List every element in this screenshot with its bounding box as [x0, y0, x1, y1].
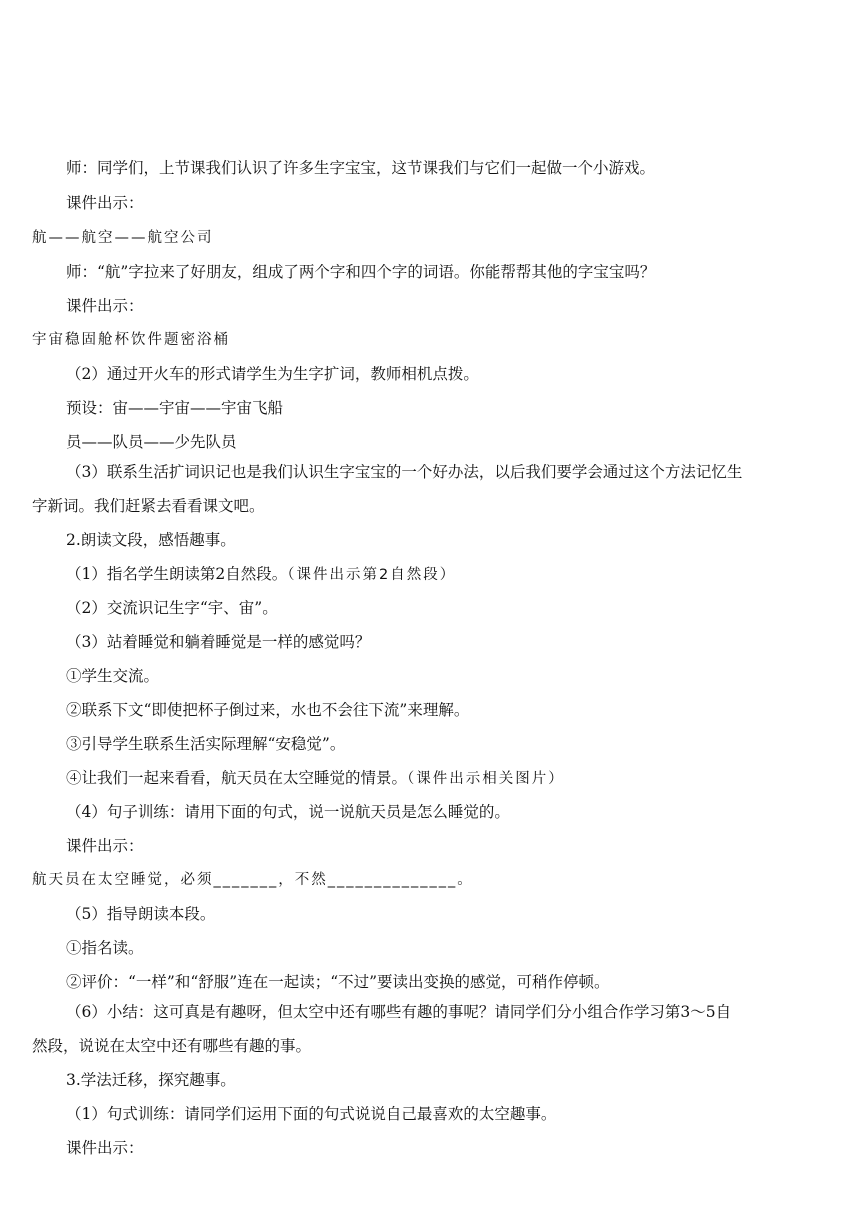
paragraph-sentence-training: （4）句子训练：请用下面的句式，说一说航天员是怎么睡觉的。 — [66, 803, 510, 821]
paragraph-courseware-2: 课件出示： — [66, 297, 144, 315]
courseware-note-images: （课件出示相关图片） — [407, 771, 565, 787]
paragraph-summary-line2: 然段，说说在太空中还有哪些有趣的事。 — [32, 1037, 312, 1055]
paragraph-step-3-line2: 字新词。我们赶紧去看看课文吧。 — [32, 497, 265, 515]
paragraph-item-4-text: ④让我们一起来看看，航天员在太空睡觉的情景。 — [66, 769, 408, 787]
courseware-note: （课件出示第2自然段） — [287, 567, 457, 583]
paragraph-exchange: （2）交流识记生字“宇、宙”。 — [66, 599, 278, 617]
paragraph-character-list: 宇宙稳固舱杯饮件题密浴桶 — [32, 332, 230, 348]
paragraph-preset: 预设：宙——宇宙——宇宙飞船 — [66, 399, 284, 417]
paragraph-teacher-intro: 师：同学们，上节课我们认识了许多生字宝宝，这节课我们与它们一起做一个小游戏。 — [66, 159, 656, 177]
paragraph-sentence-practice: （1）句式训练：请同学们运用下面的句式说说自己最喜欢的太空趣事。 — [66, 1105, 557, 1123]
paragraph-hang-example: 航——航空——航空公司 — [32, 230, 214, 246]
paragraph-question: （3）站着睡觉和躺着睡觉是一样的感觉吗？ — [66, 633, 371, 651]
heading-section-2: 2.朗读文段，感悟趣事。 — [66, 531, 236, 549]
paragraph-step-3-line1: （3）联系生活扩词识记也是我们认识生字宝宝的一个好办法，以后我们要学会通过这个方法记忆生 — [66, 463, 743, 481]
paragraph-courseware-4: 课件出示： — [66, 1139, 144, 1157]
heading-section-3: 3.学法迁移，探究趣事。 — [66, 1071, 236, 1089]
paragraph-step-2: （2）通过开火车的形式请学生为生字扩词，教师相机点拨。 — [66, 365, 479, 383]
paragraph-item-4 — [0, 768, 860, 789]
paragraph-courseware-3: 课件出示： — [66, 837, 144, 855]
paragraph-read-aloud — [0, 564, 860, 585]
paragraph-item-1: ①学生交流。 — [66, 667, 160, 685]
paragraph-item-2: ②联系下文“即使把杯子倒过来，水也不会往下流”来理解。 — [66, 701, 470, 719]
paragraph-courseware-1: 课件出示： — [66, 194, 144, 212]
paragraph-evaluation: ②评价：“一样”和“舒服”连在一起读；“不过”要读出变换的感觉，可稍作停顿。 — [66, 973, 610, 991]
paragraph-read-aloud-text: （1）指名学生朗读第2自然段。 — [66, 565, 288, 583]
paragraph-guide-reading: （5）指导朗读本段。 — [66, 905, 216, 923]
paragraph-teacher-hang: 师：“航”字拉来了好朋友，组成了两个字和四个字的词语。你能帮帮其他的字宝宝吗？ — [66, 263, 656, 281]
paragraph-fill-blank: 航天员在太空睡觉，必须_______，不然______________。 — [32, 872, 474, 888]
paragraph-name-reading: ①指名读。 — [66, 939, 144, 957]
paragraph-yuan: 员——队员——少先队员 — [66, 433, 237, 451]
paragraph-item-3: ③引导学生联系生活实际理解“安稳觉”。 — [66, 735, 346, 753]
paragraph-summary-line1: （6）小结：这可真是有趣呀，但太空中还有哪些有趣的事呢？请同学们分小组合作学习第3～5自 — [66, 1003, 732, 1021]
